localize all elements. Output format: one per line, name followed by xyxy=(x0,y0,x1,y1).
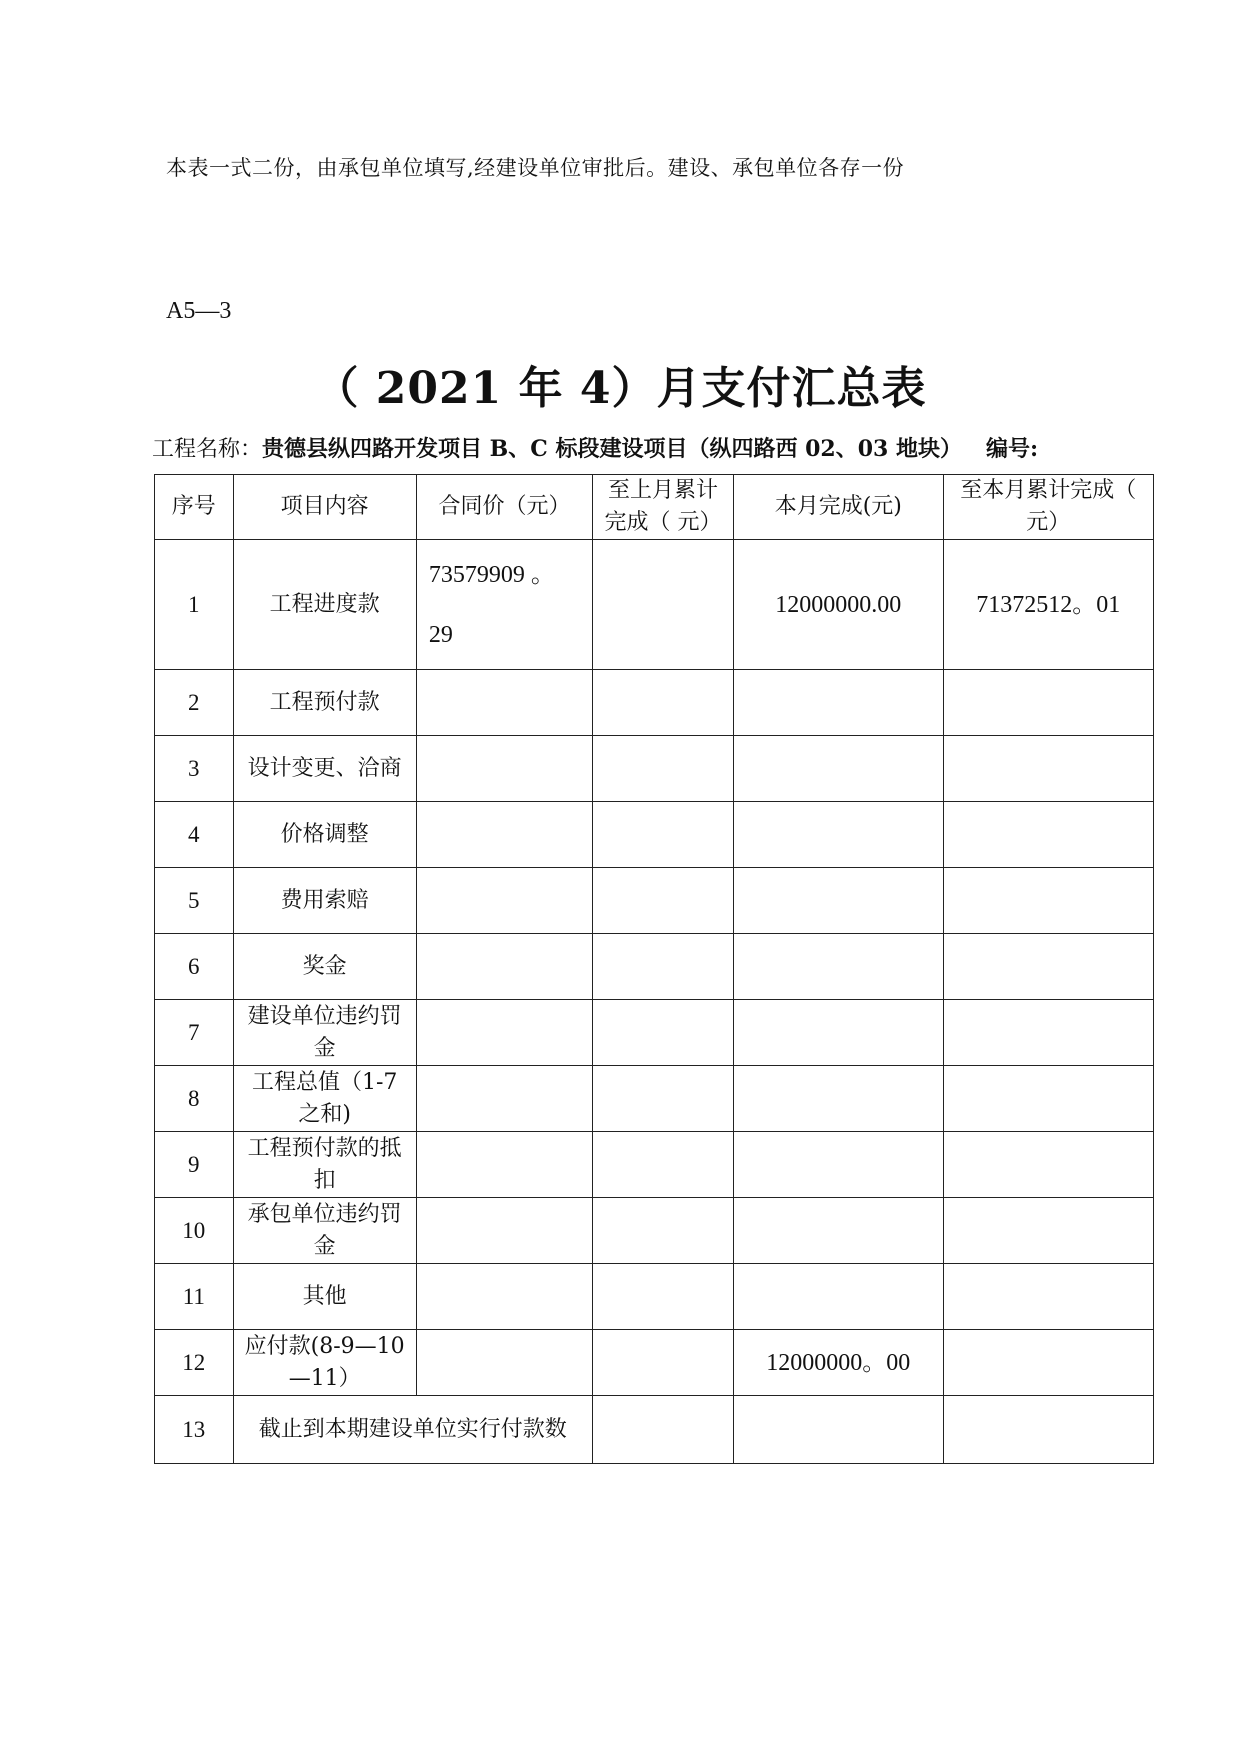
header-month: 本月完成(元) xyxy=(734,475,943,540)
header-contract: 合同价（元） xyxy=(416,475,592,540)
row-month: 12000000.00 xyxy=(734,540,943,670)
table-row xyxy=(155,1264,1154,1330)
table-row xyxy=(155,1000,1154,1066)
row-item: 价格调整 xyxy=(233,802,416,868)
table-row xyxy=(155,736,1154,802)
row-cumulative xyxy=(943,736,1154,802)
row-contract xyxy=(416,1066,592,1132)
row-seq: 5 xyxy=(155,868,234,934)
header-item: 项目内容 xyxy=(233,475,416,540)
row-contract-part2: 29 xyxy=(428,621,453,648)
row-item: 建设单位违约罚金 xyxy=(233,1000,416,1066)
table-row xyxy=(155,1396,1154,1464)
row-contract xyxy=(416,868,592,934)
row-month xyxy=(734,736,943,802)
row-item: 工程预付款 xyxy=(233,670,416,736)
row-prev xyxy=(593,1066,734,1132)
row-month xyxy=(734,802,943,868)
row-cumulative xyxy=(943,1198,1154,1264)
row-cumulative xyxy=(943,1264,1154,1330)
row-item: 设计变更、洽商 xyxy=(233,736,416,802)
header-seq: 序号 xyxy=(155,475,234,540)
table-row xyxy=(155,934,1154,1000)
row-seq: 7 xyxy=(155,1000,234,1066)
row-seq: 4 xyxy=(155,802,234,868)
row-month xyxy=(734,934,943,1000)
row-item: 工程进度款 xyxy=(233,540,416,670)
row-item: 工程预付款的抵扣 xyxy=(233,1132,416,1198)
row-month xyxy=(734,670,943,736)
header-cumulative: 至本月累计完成（ 元） xyxy=(943,475,1154,540)
row-month xyxy=(734,1264,943,1330)
payment-summary-table xyxy=(154,474,1154,1464)
row-seq: 6 xyxy=(155,934,234,1000)
row-prev xyxy=(593,1132,734,1198)
row-cumulative xyxy=(943,1066,1154,1132)
row-prev xyxy=(593,868,734,934)
row-month xyxy=(734,1396,943,1464)
row-prev xyxy=(593,1000,734,1066)
row-seq: 2 xyxy=(155,670,234,736)
row-cumulative xyxy=(943,934,1154,1000)
row-prev xyxy=(593,736,734,802)
table-row xyxy=(155,1198,1154,1264)
page-title: （ 2021 年 4）月支付汇总表 xyxy=(314,363,927,414)
row-cumulative xyxy=(943,670,1154,736)
row-seq: 3 xyxy=(155,736,234,802)
row-item: 奖金 xyxy=(233,934,416,1000)
table-row xyxy=(155,540,1154,670)
row-prev xyxy=(593,1198,734,1264)
row-prev xyxy=(593,802,734,868)
row-item: 费用索赔 xyxy=(233,868,416,934)
row-item: 应付款(8-9—10—11） xyxy=(233,1330,416,1396)
form-code: A5—3 xyxy=(166,298,232,324)
row-prev xyxy=(593,670,734,736)
row-contract xyxy=(416,736,592,802)
row-contract xyxy=(416,1264,592,1330)
row-contract xyxy=(416,1198,592,1264)
table-row xyxy=(155,670,1154,736)
row-cumulative xyxy=(943,1000,1154,1066)
row-contract xyxy=(416,1330,592,1396)
row-contract xyxy=(416,540,592,670)
row-month xyxy=(734,868,943,934)
row-contract xyxy=(416,1000,592,1066)
row-month xyxy=(734,1000,943,1066)
row-cumulative xyxy=(943,802,1154,868)
row-cumulative xyxy=(943,1330,1154,1396)
row-month xyxy=(734,1066,943,1132)
row-contract xyxy=(416,934,592,1000)
row-seq: 13 xyxy=(155,1396,234,1464)
row-item: 截止到本期建设单位实行付款数 xyxy=(233,1396,593,1464)
row-prev xyxy=(593,540,734,670)
row-month xyxy=(734,1132,943,1198)
row-month xyxy=(734,1198,943,1264)
number-label: 编号: xyxy=(986,436,1039,462)
row-seq: 12 xyxy=(155,1330,234,1396)
header-prev: 至上月累计完成（ 元） xyxy=(593,475,734,540)
row-contract-part1: 73579909 。 xyxy=(428,561,555,588)
table-row xyxy=(155,868,1154,934)
row-contract xyxy=(416,1132,592,1198)
project-label: 工程名称： xyxy=(152,437,263,462)
row-seq: 11 xyxy=(155,1264,234,1330)
row-cumulative xyxy=(943,868,1154,934)
row-prev xyxy=(593,1264,734,1330)
table-row xyxy=(155,802,1154,868)
table-row xyxy=(155,1132,1154,1198)
table-header-row xyxy=(155,475,1154,540)
row-prev xyxy=(593,934,734,1000)
row-seq: 9 xyxy=(155,1132,234,1198)
row-prev xyxy=(593,1396,734,1464)
project-name: 贵德县纵四路开发项目 B、C 标段建设项目（纵四路西 02、03 地块） xyxy=(262,436,962,462)
row-contract xyxy=(416,802,592,868)
row-seq: 8 xyxy=(155,1066,234,1132)
row-seq: 10 xyxy=(155,1198,234,1264)
row-cumulative xyxy=(943,1132,1154,1198)
row-month: 12000000。00 xyxy=(734,1330,943,1396)
row-cumulative: 71372512。01 xyxy=(943,540,1154,670)
row-contract xyxy=(416,670,592,736)
row-item: 承包单位违约罚金 xyxy=(233,1198,416,1264)
table-row xyxy=(155,1330,1154,1396)
row-item: 其他 xyxy=(233,1264,416,1330)
row-prev xyxy=(593,1330,734,1396)
project-line xyxy=(152,432,1038,463)
row-item: 工程总值（1-7 之和) xyxy=(233,1066,416,1132)
row-seq: 1 xyxy=(155,540,234,670)
form-note: 本表一式二份，由承包单位填写,经建设单位审批后。建设、承包单位各存一份 xyxy=(166,156,905,180)
row-cumulative xyxy=(943,1396,1154,1464)
table-row xyxy=(155,1066,1154,1132)
